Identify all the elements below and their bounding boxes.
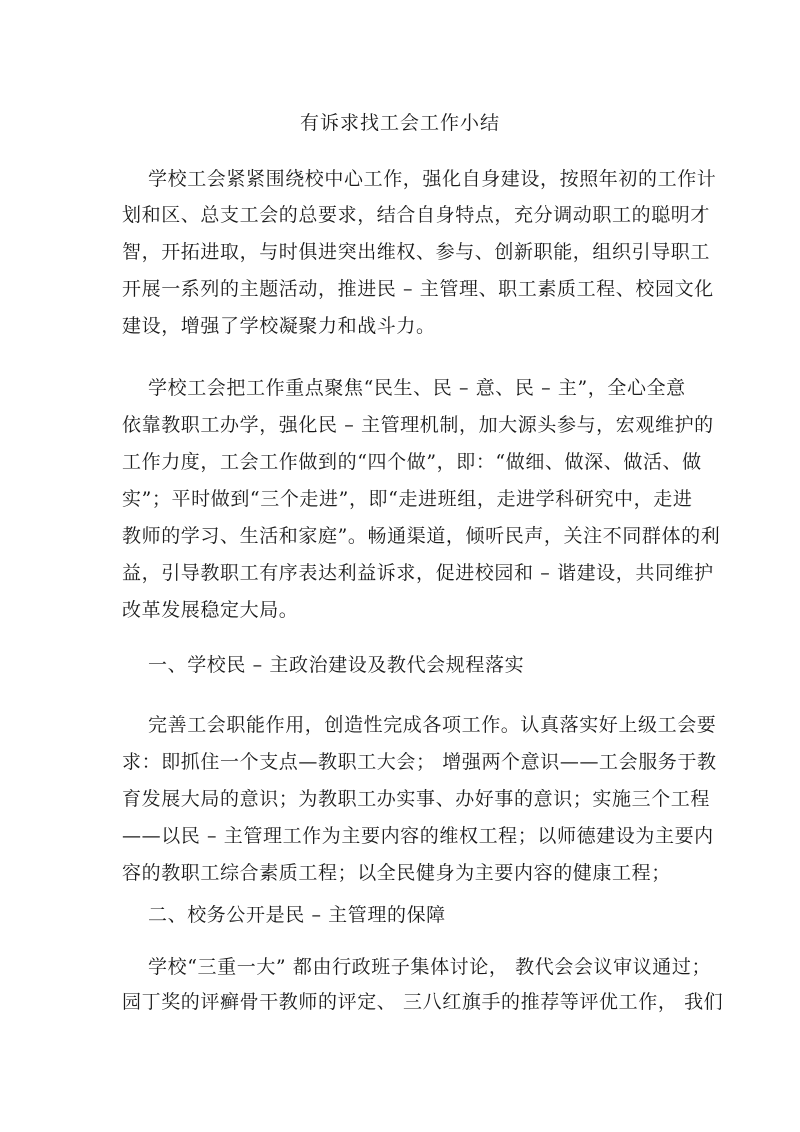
paragraph-2-line-4: 实”；平时做到“三个走进”，即“走进班组，走进学科研究中，走进 — [122, 488, 693, 510]
paragraph-3-line-5: 容的教职工综合素质工程；以全民健身为主要内容的健康工程； — [122, 862, 671, 884]
section-heading-2: 二、校务公开是民 – 主管理的保障 — [148, 904, 446, 926]
paragraph-1-line-2: 划和区、总支工会的总要求，结合自身特点，充分调动职工的聪明才 — [122, 204, 711, 226]
document-title: 有诉求找工会工作小结 — [299, 112, 500, 134]
paragraph-1-line-5: 建设，增强了学校凝聚力和战斗力。 — [122, 315, 436, 337]
paragraph-2-line-7: 改革发展稳定大局。 — [122, 599, 299, 621]
paragraph-1-line-3: 智，开拓进取，与时俱进突出维权、参与、创新职能，组织引导职工 — [122, 241, 711, 263]
paragraph-2-line-1: 学校工会把工作重点聚焦“民生、民 – 意、民 – 主”，全心全意 — [148, 377, 686, 399]
paragraph-3-line-4: ——以民 – 主管理工作为主要内容的维权工程；以师德建设为主要内 — [122, 825, 714, 847]
paragraph-3-line-3: 育发展大局的意识；为教职工办实事、办好事的意识；实施三个工程 — [122, 788, 711, 810]
paragraph-4-line-1: 学校“三重一大” 都由行政班子集体讨论， 教代会会议审议通过； — [148, 956, 712, 978]
paragraph-3-line-1: 完善工会职能作用，创造性完成各项工作。认真落实好上级工会要 — [148, 714, 717, 736]
paragraph-4-line-2: 园丁奖的评癣骨干教师的评定、 三八红旗手的推荐等评优工作， 我们 — [122, 991, 724, 1013]
paragraph-1-line-1: 学校工会紧紧围绕校中心工作，强化自身建设，按照年初的工作计 — [148, 168, 717, 190]
section-heading-1: 一、学校民 – 主政治建设及教代会规程落实 — [148, 654, 525, 676]
paragraph-1-line-4: 开展一系列的主题活动，推进民 – 主管理、职工素质工程、校园文化 — [122, 278, 714, 300]
paragraph-2-line-5: 教师的学习、生活和家庭”。畅通渠道，倾听民声，关注不同群体的利 — [122, 525, 721, 547]
paragraph-2-line-3: 工作力度，工会工作做到的“四个做”，即：“做细、做深、做活、做 — [122, 451, 702, 473]
paragraph-2-line-2: 依靠教职工办学，强化民 – 主管理机制，加大源头参与，宏观维护的 — [122, 414, 714, 436]
paragraph-2-line-6: 益，引导教职工有序表达利益诉求，促进校园和 – 谐建设，共同维护 — [122, 562, 714, 584]
paragraph-3-line-2: 求：即抓住一个支点—教职工大会； 增强两个意识——工会服务于教 — [122, 751, 717, 773]
